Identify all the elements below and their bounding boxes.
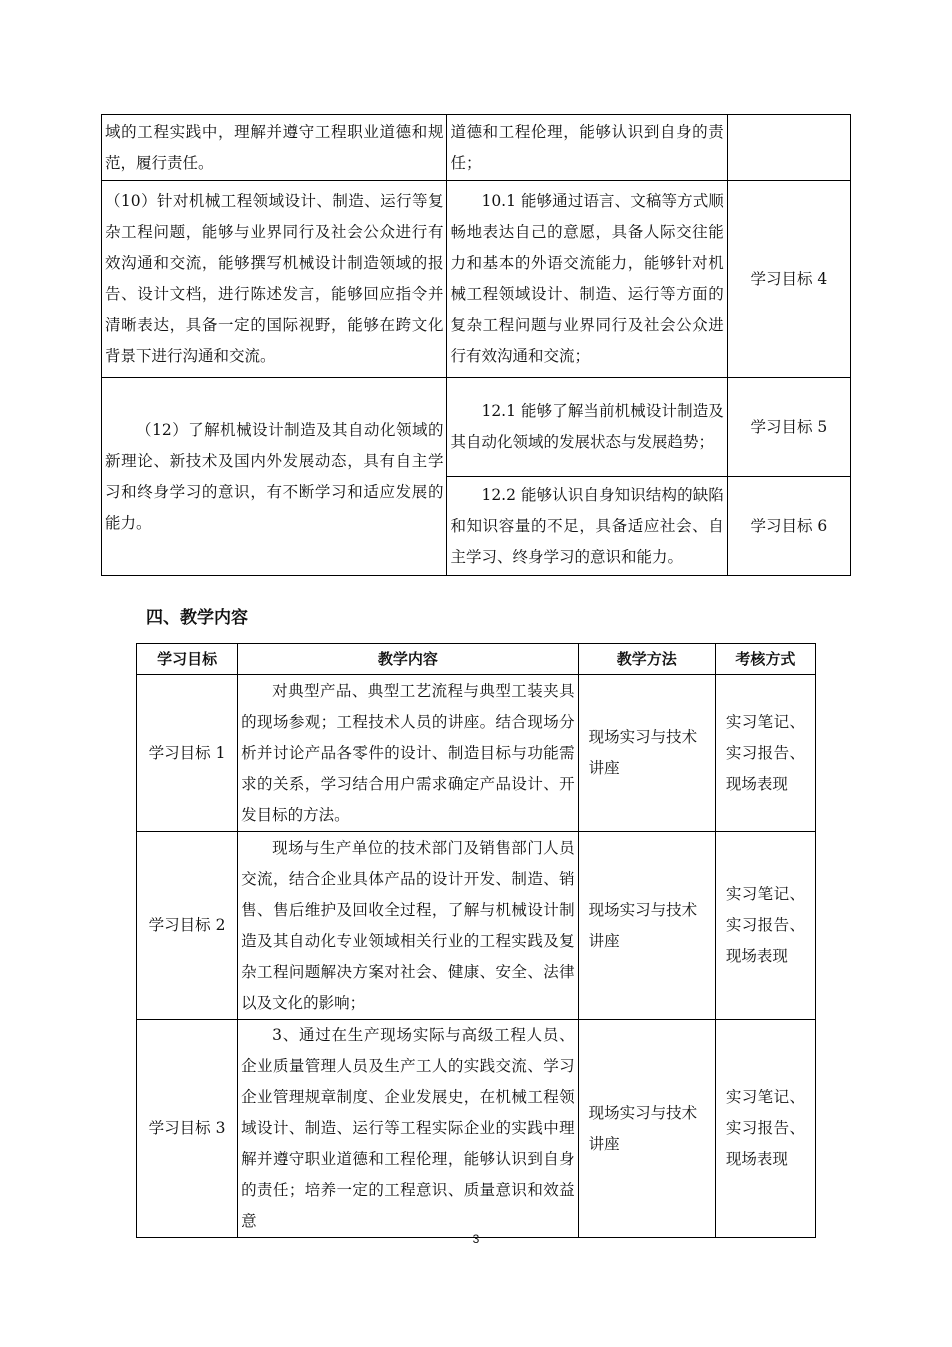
table-header-row	[137, 644, 816, 675]
table-row	[137, 675, 816, 832]
indicator-point-cell: 道德和工程伦理，能够认识到自身的责任；	[447, 115, 727, 181]
table-row	[137, 832, 816, 1020]
teaching-content-table	[136, 643, 816, 1238]
header-assessment: 考核方式	[715, 644, 815, 675]
indicator-point-cell: 12.2 能够认识自身知识结构的缺陷和知识容量的不足，具备适应社会、自主学习、终身学习的意识和能力。	[447, 477, 727, 576]
teaching-method-cell: 现场实习与技术讲座	[578, 832, 715, 1020]
teaching-content-cell: 现场与生产单位的技术部门及销售部门人员交流，结合企业具体产品的设计开发、制造、销售、售后维护及回收全过程，了解与机械设计制造及其自动化专业领域相关行业的工程实践及复杂工程问题解决方案对社会、健康、安全、法律以及文化的影响；	[238, 832, 579, 1020]
indicator-point-cell: 12.1 能够了解当前机械设计制造及其自动化领域的发展状态与发展趋势；	[447, 378, 727, 477]
graduation-requirement-cell: 域的工程实践中，理解并遵守工程职业道德和规范，履行责任。	[102, 115, 447, 181]
assessment-cell: 实习笔记、实习报告、现场表现	[715, 832, 815, 1020]
table-row	[102, 181, 851, 378]
table-row	[102, 378, 851, 477]
header-teaching-method: 教学方法	[578, 644, 715, 675]
page-number: 3	[472, 1232, 480, 1246]
teaching-content-cell: 3、通过在生产现场实际与高级工程人员、企业质量管理人员及生产工人的实践交流、学习企业管理规章制度、企业发展史，在机械工程领域设计、制造、运行等工程实际企业的实践中理解并遵守职业道德和工程伦理，能够认识到自身的责任；培养一定的工程意识、质量意识和效益意	[238, 1020, 579, 1238]
section-heading: 四、教学内容	[146, 608, 248, 628]
learning-goal-cell: 学习目标 5	[727, 378, 850, 477]
teaching-content-cell: 对典型产品、典型工艺流程与典型工装夹具的现场参观；工程技术人员的讲座。结合现场分析并讨论产品各零件的设计、制造目标与功能需求的关系，学习结合用户需求确定产品设计、开发目标的方法。	[238, 675, 579, 832]
header-learning-goal: 学习目标	[137, 644, 238, 675]
assessment-cell: 实习笔记、实习报告、现场表现	[715, 675, 815, 832]
learning-goal-cell: 学习目标 3	[137, 1020, 238, 1238]
objectives-mapping-table	[101, 114, 851, 576]
indicator-point-cell: 10.1 能够通过语言、文稿等方式顺畅地表达自己的意愿，具备人际交往能力和基本的外语交流能力，能够针对机械工程领域设计、制造、运行等方面的复杂工程问题与业界同行及社会公众进行有效沟通和交流；	[447, 181, 727, 378]
table-row	[102, 115, 851, 181]
learning-goal-cell: 学习目标 1	[137, 675, 238, 832]
learning-goal-cell	[727, 115, 850, 181]
assessment-cell: 实习笔记、实习报告、现场表现	[715, 1020, 815, 1238]
table-row	[137, 1020, 816, 1238]
teaching-method-cell: 现场实习与技术讲座	[578, 675, 715, 832]
learning-goal-cell: 学习目标 2	[137, 832, 238, 1020]
graduation-requirement-cell: （10）针对机械工程领域设计、制造、运行等复杂工程问题，能够与业界同行及社会公众进行有效沟通和交流，能够撰写机械设计制造领域的报告、设计文档，进行陈述发言，能够回应指令并清晰表达，具备一定的国际视野，能够在跨文化背景下进行沟通和交流。	[102, 181, 447, 378]
header-teaching-content: 教学内容	[238, 644, 579, 675]
learning-goal-cell: 学习目标 6	[727, 477, 850, 576]
teaching-method-cell: 现场实习与技术讲座	[578, 1020, 715, 1238]
learning-goal-cell: 学习目标 4	[727, 181, 850, 378]
graduation-requirement-cell: （12）了解机械设计制造及其自动化领域的新理论、新技术及国内外发展动态，具有自主学习和终身学习的意识，有不断学习和适应发展的能力。	[102, 378, 447, 576]
